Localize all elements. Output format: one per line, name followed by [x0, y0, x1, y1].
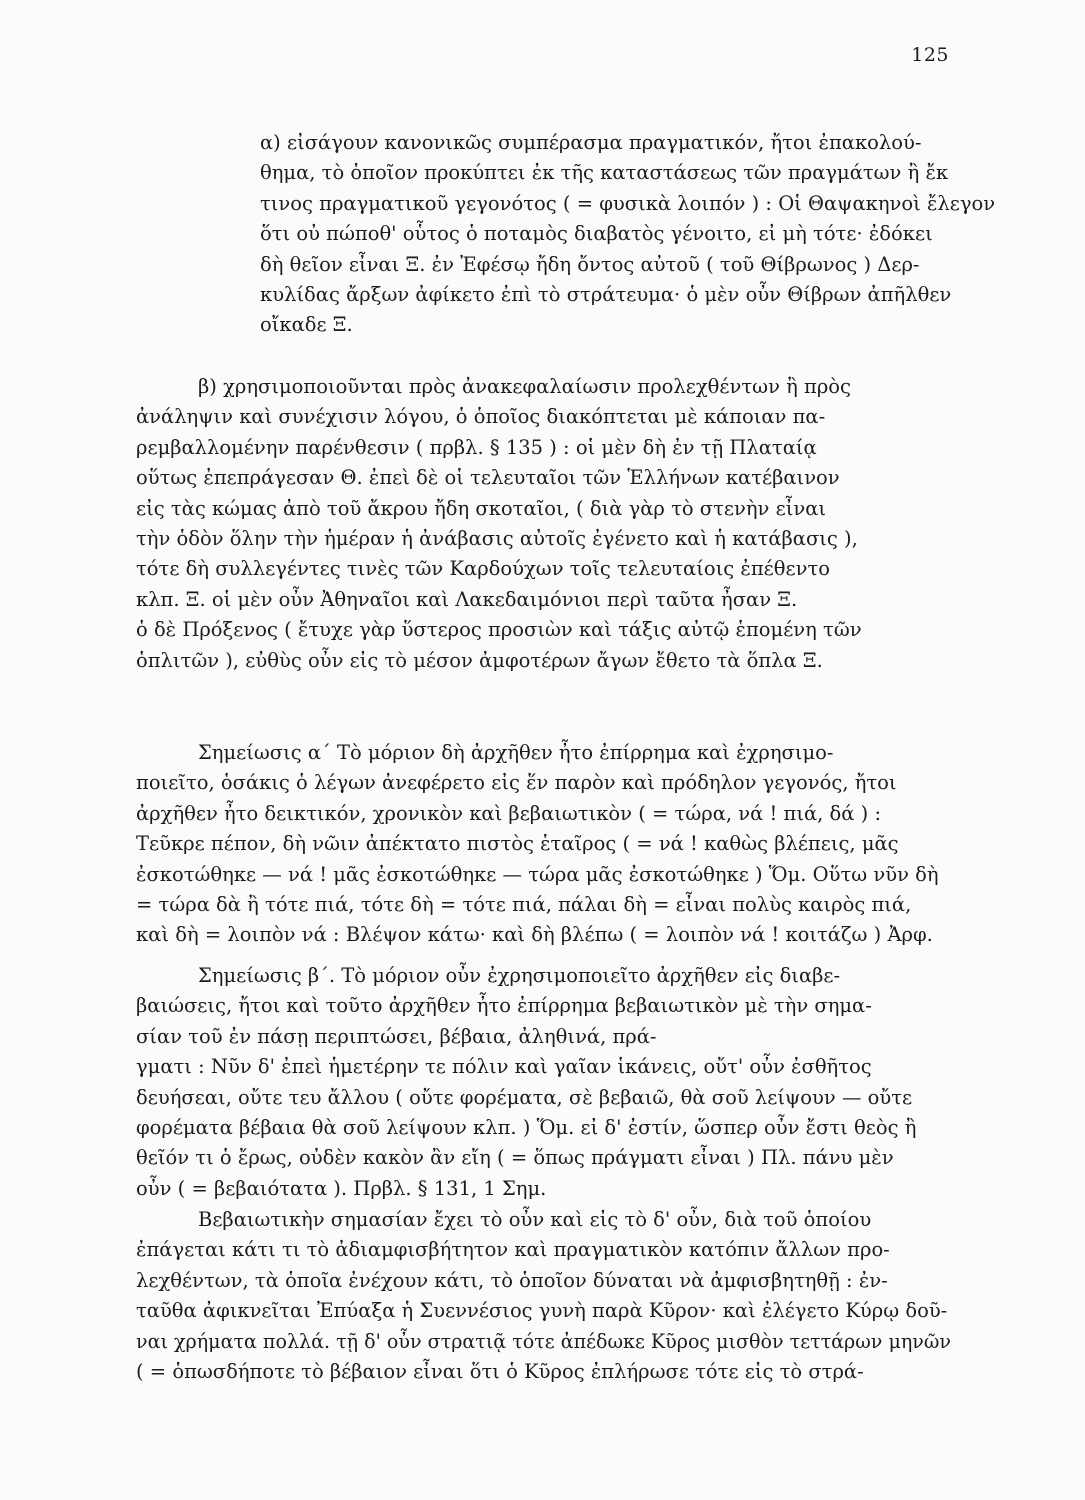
text-line: = τώρα δὰ ἢ τότε πιά, τότε δὴ = τότε πιά, πάλαι δὴ = εἶναι πολὺς καιρὸς πιά, — [136, 893, 912, 917]
text-line: βαιώσεις, ἤτοι καὶ τοῦτο ἀρχῆθεν ἦτο ἐπίρρημα βεβαιωτικὸν μὲ τὴν σημα- — [136, 994, 872, 1018]
text-line: Σημείωσις β΄. Τὸ μόριον οὖν ἐχρησιμοποιεῖτο ἀρχῆθεν εἰς διαβε- — [198, 964, 841, 987]
text-line: οἴκαδε Ξ. — [260, 313, 353, 337]
text-line: οὖν ( = βεβαιότατα ). Πρβλ. § 131, 1 Σημ. — [136, 1176, 547, 1200]
text-line: κυλίδας ἄρξων ἀφίκετο ἐπὶ τὸ στράτευμα· ὁ μὲν οὖν Θίβρων ἀπῆλθεν — [260, 283, 952, 307]
text-line: δὴ θεῖον εἶναι Ξ. ἐν Ἐφέσῳ ἤδη ὄντος αὐτοῦ ( τοῦ Θίβρωνος ) Δερ- — [260, 252, 920, 276]
text-line: δευήσεαι, οὔτε τευ ἄλλου ( οὔτε φορέματα, σὲ βεβαιῶ, θὰ σοῦ λείψουν — οὔτε — [136, 1085, 913, 1109]
text-line: ἀρχῆθεν ἦτο δεικτικόν, χρονικὸν καὶ βεβαιωτικὸν ( = τώρα, νά ! πιά, δά ) : — [136, 801, 882, 825]
text-line: λεχθέντων, τὰ ὁποῖα ἐνέχουν κάτι, τὸ ὁποῖον δύναται νὰ ἀμφισβητηθῇ : ἐν- — [136, 1268, 888, 1292]
paragraph-alpha — [136, 128, 996, 341]
text-line: ταῦθα ἀφικνεῖται Ἐπύαξα ἡ Συεννέσιος γυνὴ παρὰ Κῦρον· καὶ ἐλέγετο Κύρῳ δοῦ- — [136, 1299, 948, 1323]
text-line: οὕτως ἐπεπράγεσαν Θ. ἐπεὶ δὲ οἱ τελευταῖοι τῶν Ἑλλήνων κατέβαινον — [136, 466, 840, 490]
text-line: φορέματα βέβαια θὰ σοῦ λείψουν κλπ. ) Ὅμ. εἰ δ' ἐστίν, ὥσπερ οὖν ἔστι θεὸς ἢ — [136, 1116, 917, 1140]
text-line: ἐσκοτώθηκε — νά ! μᾶς ἐσκοτώθηκε — τώρα μᾶς ἐσκοτώθηκε ) Ὅμ. Οὕτω νῦν δὴ — [136, 862, 939, 886]
text-line: ναι χρήματα πολλά. τῇ δ' οὖν στρατιᾷ τότε ἀπέδωκε Κῦρος μισθὸν τεττάρων μηνῶν — [136, 1329, 951, 1353]
text-line: Βεβαιωτικὴν σημασίαν ἔχει τὸ οὖν καὶ εἰς τὸ δ' οὖν, διὰ τοῦ ὁποίου — [198, 1208, 872, 1231]
text-line: κλπ. Ξ. οἱ μὲν οὖν Ἀθηναῖοι καὶ Λακεδαιμόνιοι περὶ ταῦτα ἦσαν Ξ. — [136, 587, 798, 611]
text-line: Τεῦκρε πέπον, δὴ νῶιν ἀπέκτατο πιστὸς ἑταῖρος ( = νά ! καθὼς βλέπεις, μᾶς — [136, 832, 899, 856]
text-line: ἐπάγεται κάτι τι τὸ ἀδιαμφισβήτητον καὶ πραγματικὸν κατόπιν ἄλλων προ- — [136, 1238, 890, 1262]
text-line: γματι : Νῦν δ' ἐπεὶ ἡμετέρην τε πόλιν καὶ γαῖαν ἱκάνεις, οὔτ' οὖν ἐσθῆτος — [136, 1055, 872, 1079]
text-line: β) χρησιμοποιοῦνται πρὸς ἀνακεφαλαίωσιν προλεχθέντων ἢ πρὸς — [198, 375, 851, 398]
text-line: ρεμβαλλομένην παρένθεσιν ( πρβλ. § 135 ) : οἱ μὲν δὴ ἐν τῇ Πλαταίᾳ — [136, 435, 817, 459]
text-line: θημα, τὸ ὁποῖον προκύπτει ἐκ τῆς καταστάσεως τῶν πραγμάτων ἢ ἔκ — [260, 161, 949, 185]
text-line: ὅτι οὐ πώποθ' οὗτος ὁ ποταμὸς διαβατὸς γένοιτο, εἰ μὴ τότε· ἐδόκει — [260, 222, 933, 246]
text-line: ὁ δὲ Πρόξενος ( ἔτυχε γὰρ ὕστερος προσιὼν καὶ τάξις αὐτῷ ἑπομένη τῶν — [136, 618, 862, 642]
text-line: θεῖόν τι ὁ ἔρως, οὐδὲν κακὸν ἂν εἴη ( = ὅπως πράγματι εἶναι ) Πλ. πάνυ μὲν — [136, 1146, 894, 1170]
text-line: τότε δὴ συλλεγέντες τινὲς τῶν Καρδούχων τοῖς τελευταίοις ἐπέθεντο — [136, 557, 830, 581]
text-line: Σημείωσις α΄ Τὸ μόριον δὴ ἀρχῆθεν ἦτο ἐπίρρημα καὶ ἐχρησιμο- — [198, 741, 834, 764]
text-line: ( = ὁπωσδήποτε τὸ βέβαιον εἶναι ὅτι ὁ Κῦρος ἐπλήρωσε τότε εἰς τὸ στρά- — [136, 1360, 864, 1384]
text-line: καὶ δὴ = λοιπὸν νά : Βλέψον κάτω· καὶ δὴ βλέπω ( = λοιπὸν νά ! κοιτάζω ) Ἀρφ. — [136, 923, 933, 947]
text-line: τινος πραγματικοῦ γεγονότος ( = φυσικὰ λοιπόν ) : Οἱ Θαψακηνοὶ ἔλεγον — [260, 191, 996, 215]
text-line: εἰς τὰς κώμας ἀπὸ τοῦ ἄκρου ἤδη σκοταῖοι, ( διὰ γὰρ τὸ στενὴν εἶναι — [136, 496, 827, 520]
text-line: σίαν τοῦ ἐν πάσῃ περιπτώσει, βέβαια, ἀληθινά, πρά- — [136, 1024, 657, 1048]
text-line: ὁπλιτῶν ), εὐθὺς οὖν εἰς τὸ μέσον ἀμφοτέρων ἄγων ἔθετο τὰ ὅπλα Ξ. — [136, 648, 823, 672]
text-line: τὴν ὁδὸν ὅλην τὴν ἡμέραν ἡ ἀνάβασις αὐτοῖς ἐγένετο καὶ ἡ κατάβασις ), — [136, 527, 858, 551]
paragraph-oun — [136, 1205, 951, 1387]
text-line: ποιεῖτο, ὁσάκις ὁ λέγων ἀνεφέρετο εἰς ἕν παρὸν καὶ πρόδηλον γεγονός, ἤτοι — [136, 771, 897, 795]
page-number: 125 — [911, 44, 949, 66]
paragraph-beta — [136, 372, 951, 676]
text-line: ἀνάληψιν καὶ συνέχισιν λόγου, ὁ ὁποῖος διακόπτεται μὲ κάποιαν πα- — [136, 405, 826, 429]
note-alpha — [136, 738, 951, 951]
text-line: α) εἰσάγουν κανονικῶς συμπέρασμα πραγματικόν, ἤτοι ἐπακολού- — [260, 131, 922, 154]
note-beta — [136, 961, 951, 1204]
